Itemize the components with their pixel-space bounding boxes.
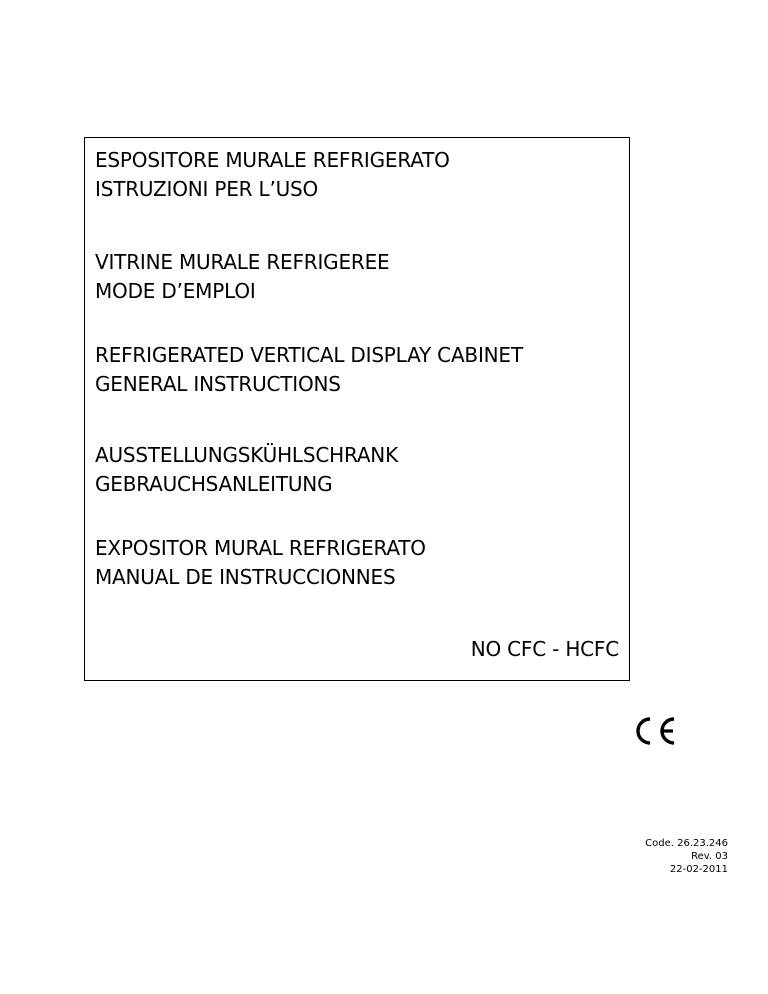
document-info [645,837,728,876]
title-english-product: REFRIGERATED VERTICAL DISPLAY CABINET [95,343,523,367]
title-german-manual: GEBRAUCHSANLEITUNG [95,472,333,496]
title-english-manual: GENERAL INSTRUCTIONS [95,372,341,396]
document-date: 22-02-2011 [669,864,728,875]
title-block-italian [95,146,450,204]
title-block-french [95,248,389,306]
title-italian-product: ESPOSITORE MURALE REFRIGERATO [95,148,450,172]
title-block-german [95,441,398,499]
title-german-product: AUSSTELLUNGSKÜHLSCHRANK [95,443,398,467]
refrigerant-note: NO CFC - HCFC [470,637,619,661]
ce-mark-icon [630,715,678,747]
title-french-product: VITRINE MURALE REFRIGEREE [95,250,390,274]
title-italian-manual: ISTRUZIONI PER L’USO [95,177,319,201]
document-revision: Rev. 03 [691,851,728,862]
document-code: Code. 26.23.246 [645,838,728,849]
title-frame [84,137,630,681]
title-block-english [95,341,523,399]
title-spanish-manual: MANUAL DE INSTRUCCIONNES [95,565,396,589]
title-french-manual: MODE D’EMPLOI [95,279,256,303]
title-spanish-product: EXPOSITOR MURAL REFRIGERATO [95,536,426,560]
title-block-spanish [95,534,426,592]
